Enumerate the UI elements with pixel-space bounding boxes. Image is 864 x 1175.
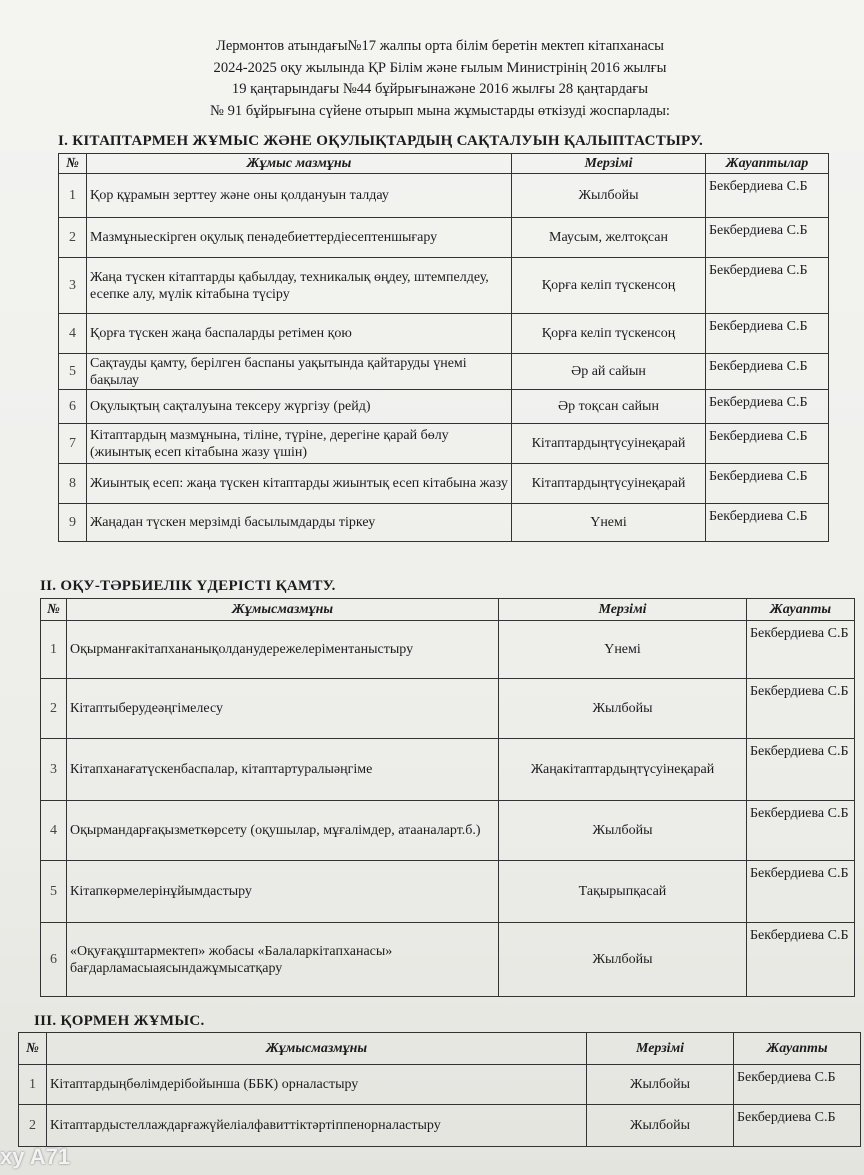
row-deadline: Жылбойы: [587, 1105, 734, 1147]
header-line-2: 2024-2025 оқу жылында ҚР Білім және ғылым Министрінің 2016 жылғы: [213, 59, 667, 76]
row-responsible: Бекбердиева С.Б: [706, 354, 829, 390]
row-deadline: Кітаптардыңтүсуінеқарай: [512, 464, 706, 504]
row-content: Оқырмандарғақызметкөрсету (оқушылар, мұғалімдер, атааналарт.б.): [67, 801, 499, 861]
header-line-1: Лермонтов атындағы№17 жалпы орта білім беретін мектеп кітапханасы: [216, 38, 664, 54]
row-responsible: Бекбердиева С.Б: [747, 923, 855, 997]
table-row: [41, 861, 855, 923]
table-row: [59, 174, 829, 218]
row-content: «Оқуғақұштармектеп» жобасы «Балаларкітапханасы» бағдарламасыаясындажұмысатқару: [67, 923, 499, 997]
table-row: [59, 314, 829, 354]
row-number: 5: [59, 354, 87, 390]
table-row: [59, 390, 829, 424]
row-number: 7: [59, 424, 87, 464]
row-number: 1: [41, 621, 67, 679]
table-row: [41, 801, 855, 861]
row-deadline: Маусым, желтоқсан: [512, 218, 706, 258]
row-number: 6: [41, 923, 67, 997]
header-line-3: 19 қаңтарындағы №44 бұйрығынажәне 2016 жылғы 28 қаңтардағы: [231, 81, 649, 97]
section-1-table: [58, 153, 829, 542]
row-responsible: Бекбердиева С.Б: [706, 258, 829, 314]
row-deadline: Жылбойы: [587, 1065, 734, 1105]
row-content: Қорға түскен жаңа баспаларды ретімен қою: [87, 314, 512, 354]
table-header-row: [41, 599, 855, 621]
row-responsible: Бекбердиева С.Б: [706, 218, 829, 258]
table-row: [41, 679, 855, 739]
row-responsible: Бекбердиева С.Б: [706, 314, 829, 354]
row-responsible: Бекбердиева С.Б: [706, 424, 829, 464]
row-number: 3: [41, 739, 67, 801]
table-row: [59, 258, 829, 314]
section-2-title: II. ОҚУ-ТӘРБИЕЛІК ҮДЕРІСТІ ҚАМТУ.: [40, 578, 336, 594]
row-content: Кітаптардың мазмұнына, тіліне, түріне, дерегіне қарай бөлу (жиынтық есеп кітабына жазу үшін): [87, 424, 512, 464]
row-content: Жаңа түскен кітаптарды қабылдау, техникалық өңдеу, штемпелдеу, есепке алу, мүлік кітабына түсіру: [87, 258, 512, 314]
row-deadline: Жылбойы: [499, 801, 747, 861]
row-number: 2: [19, 1105, 47, 1147]
table-row: [59, 504, 829, 542]
table-row: [19, 1105, 861, 1147]
section-1-title: I. КІТАПТАРМЕН ЖҰМЫС ЖӘНЕ ОҚУЛЫҚТАРДЫҢ САҚТАЛУЫН ҚАЛЫПТАСТЫРУ.: [58, 133, 704, 149]
row-content: Қор құрамын зерттеу және оны қолдануын талдау: [87, 174, 512, 218]
row-responsible: Бекбердиева С.Б: [706, 390, 829, 424]
row-deadline: Әр тоқсан сайын: [512, 390, 706, 424]
row-deadline: Тақырыпқасай: [499, 861, 747, 923]
row-responsible: Бекбердиева С.Б: [706, 174, 829, 218]
table-row: [59, 218, 829, 258]
camera-watermark: xy A71: [0, 1144, 71, 1169]
col-content-header: Жұмысмазмұны: [67, 599, 499, 621]
row-content: Оқырманғакітапхананықолданудережелеріментаныстыру: [67, 621, 499, 679]
section-3-table: [18, 1032, 861, 1147]
row-number: 2: [59, 218, 87, 258]
row-content: Сақтауды қамту, берілген баспаны уақытында қайтаруды үнемі бақылау: [87, 354, 512, 390]
row-deadline: Кітаптардыңтүсуінеқарай: [512, 424, 706, 464]
table-row: [41, 739, 855, 801]
table-row: [41, 621, 855, 679]
table-header-row: [59, 154, 829, 174]
table-row: [19, 1065, 861, 1105]
row-number: 3: [59, 258, 87, 314]
row-content: Мазмұныескірген оқулық пенәдебиеттердіесептеншығару: [87, 218, 512, 258]
row-number: 1: [19, 1065, 47, 1105]
row-number: 1: [59, 174, 87, 218]
row-content: Кітапханағатүскенбаспалар, кітаптартуралыәңгіме: [67, 739, 499, 801]
row-responsible: Бекбердиева С.Б: [734, 1065, 861, 1105]
row-number: 6: [59, 390, 87, 424]
col-date-header: Мерзімі: [512, 154, 706, 174]
col-responsible-header: Жауаптылар: [706, 154, 829, 174]
row-responsible: Бекбердиева С.Б: [747, 801, 855, 861]
row-deadline: Жаңакітаптардыңтүсуінеқарай: [499, 739, 747, 801]
row-deadline: Қорға келіп түскенсоң: [512, 314, 706, 354]
col-responsible-header: Жауапты: [747, 599, 855, 621]
col-date-header: Мерзімі: [587, 1033, 734, 1065]
row-number: 9: [59, 504, 87, 542]
row-responsible: Бекбердиева С.Б: [734, 1105, 861, 1147]
row-content: Оқулықтың сақталуына тексеру жүргізу (рейд): [87, 390, 512, 424]
row-responsible: Бекбердиева С.Б: [747, 621, 855, 679]
row-deadline: Әр ай сайын: [512, 354, 706, 390]
col-content-header: Жұмыс мазмұны: [87, 154, 512, 174]
col-number-header: №: [19, 1033, 47, 1065]
row-content: Кітаптардыңбөлімдерібойынша (ББК) орналастыру: [47, 1065, 587, 1105]
header-line-4: № 91 бұйрығына сүйене отырып мына жұмыстарды өткізуді жоспарлады:: [210, 102, 670, 119]
table-row: [41, 923, 855, 997]
document-header: [130, 36, 750, 122]
row-content: Кітапкөрмелерінұйымдастыру: [67, 861, 499, 923]
row-deadline: Жылбойы: [499, 923, 747, 997]
row-deadline: Қорға келіп түскенсоң: [512, 258, 706, 314]
row-responsible: Бекбердиева С.Б: [706, 504, 829, 542]
row-content: Жиынтық есеп: жаңа түскен кітаптарды жиынтық есеп кітабына жазу: [87, 464, 512, 504]
row-number: 2: [41, 679, 67, 739]
row-deadline: Үнемі: [499, 621, 747, 679]
table-row: [59, 424, 829, 464]
row-number: 8: [59, 464, 87, 504]
row-responsible: Бекбердиева С.Б: [747, 861, 855, 923]
row-number: 5: [41, 861, 67, 923]
row-responsible: Бекбердиева С.Б: [706, 464, 829, 504]
row-number: 4: [41, 801, 67, 861]
row-deadline: Жылбойы: [499, 679, 747, 739]
table-header-row: [19, 1033, 861, 1065]
col-number-header: №: [41, 599, 67, 621]
row-content: Жаңадан түскен мерзімді басылымдарды тіркеу: [87, 504, 512, 542]
row-number: 4: [59, 314, 87, 354]
col-date-header: Мерзімі: [499, 599, 747, 621]
col-content-header: Жұмысмазмұны: [47, 1033, 587, 1065]
row-content: Кітаптыберудеәңгімелесу: [67, 679, 499, 739]
col-number-header: №: [59, 154, 87, 174]
row-responsible: Бекбердиева С.Б: [747, 739, 855, 801]
col-responsible-header: Жауапты: [734, 1033, 861, 1065]
section-3-title: III. ҚОРМЕН ЖҰМЫС.: [34, 1013, 205, 1029]
row-deadline: Үнемі: [512, 504, 706, 542]
table-row: [59, 464, 829, 504]
row-deadline: Жылбойы: [512, 174, 706, 218]
row-responsible: Бекбердиева С.Б: [747, 679, 855, 739]
row-content: Кітаптардыстеллаждарғажүйеліалфавиттіктәртіппенорналастыру: [47, 1105, 587, 1147]
table-row: [59, 354, 829, 390]
section-2-table: [40, 598, 855, 997]
